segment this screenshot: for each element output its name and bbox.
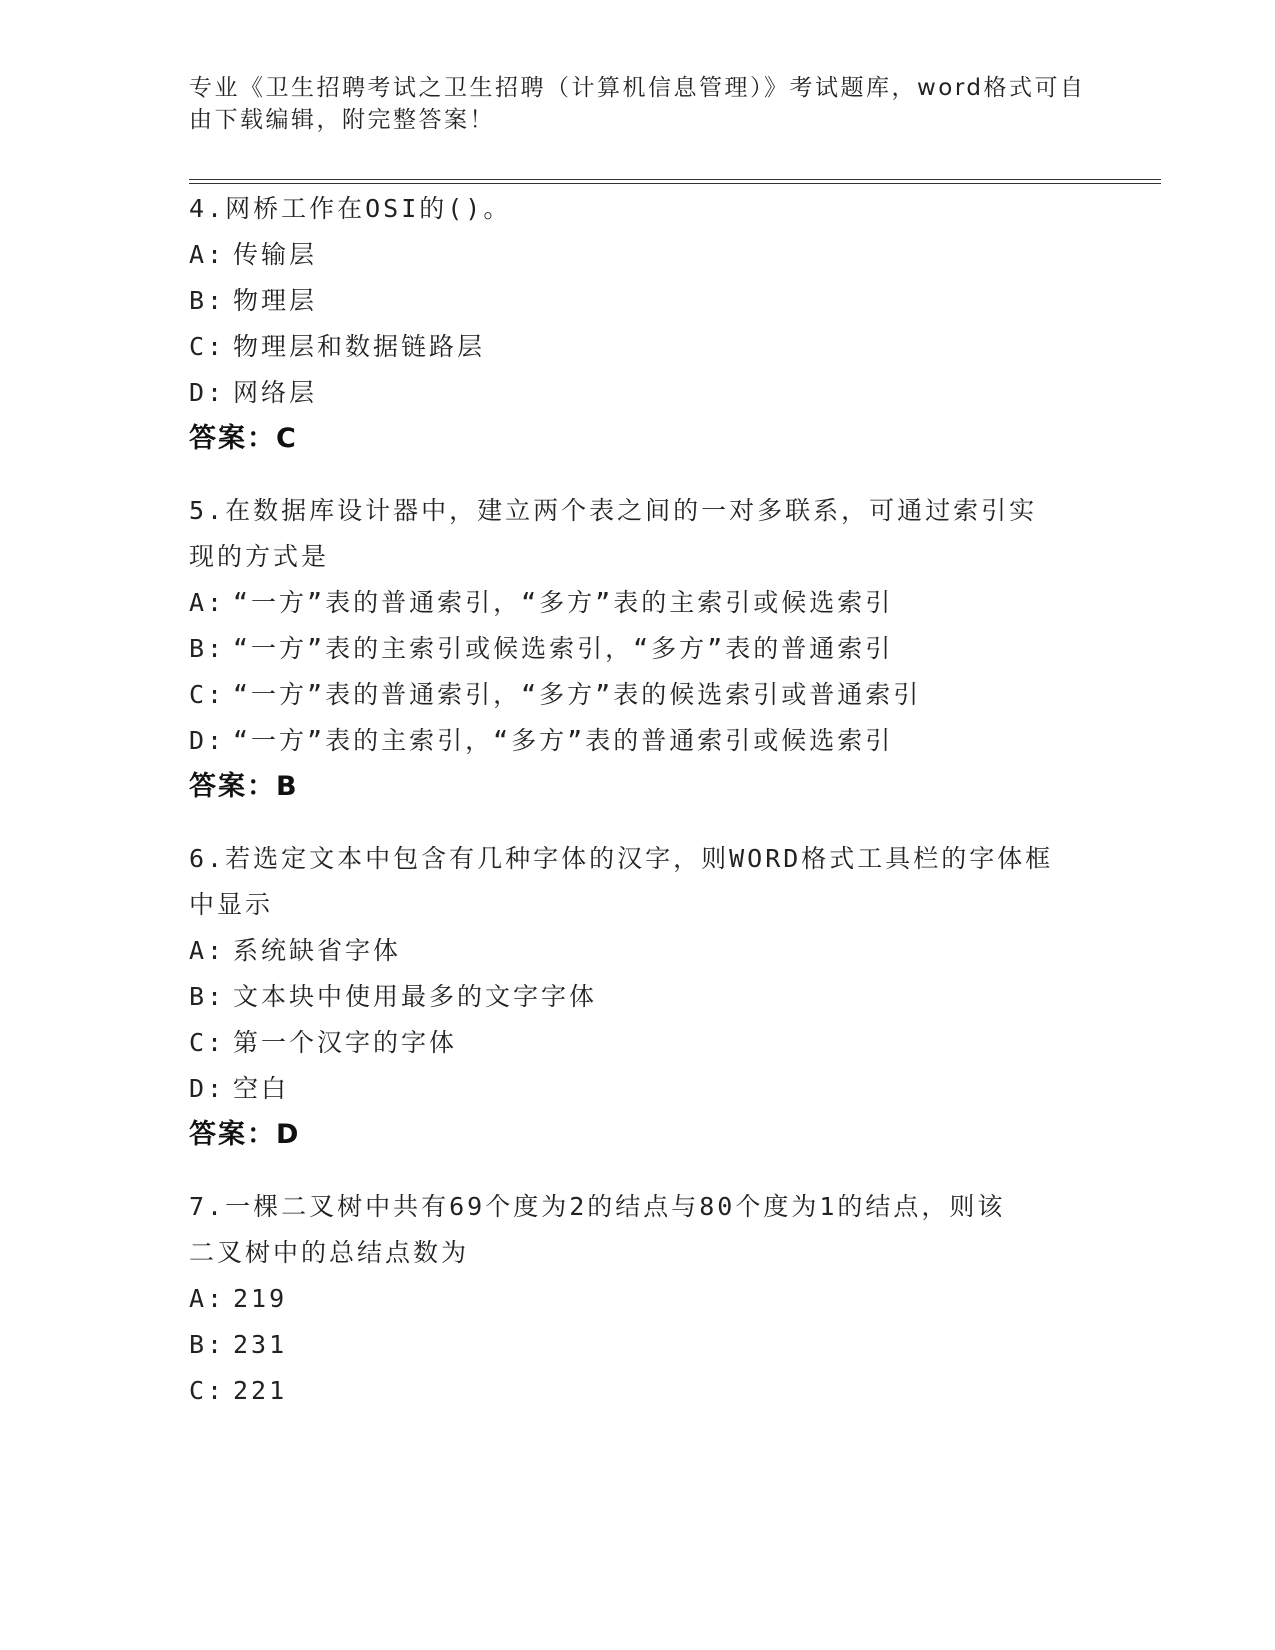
option-a [189, 232, 1089, 278]
question-stem: 4.网桥工作在OSI的()。 [189, 194, 512, 223]
option-b [189, 974, 1089, 1020]
option-label: B: [189, 1330, 226, 1359]
option-text: 221 [233, 1376, 288, 1405]
option-text: 空白 [233, 1074, 290, 1103]
option-a [189, 580, 1089, 626]
option-text: “一方”表的主索引或候选索引，“多方”表的普通索引 [233, 634, 894, 663]
option-text: 传输层 [233, 240, 318, 269]
option-c [189, 1020, 1089, 1066]
option-c [189, 324, 1089, 370]
option-label: C: [189, 332, 226, 361]
option-a [189, 1276, 1089, 1322]
option-a [189, 928, 1089, 974]
question-list [189, 186, 1089, 1440]
option-text: 物理层 [233, 286, 318, 315]
question-item [189, 186, 1089, 462]
option-label: D: [189, 1074, 226, 1103]
header-rule-bottom [189, 183, 1161, 184]
option-label: A: [189, 588, 226, 617]
option-c [189, 1368, 1089, 1414]
question-stem-line-1: 6.若选定文本中包含有几种字体的汉字，则WORD格式工具栏的字体框 [189, 844, 1054, 873]
option-label: B: [189, 634, 226, 663]
option-d [189, 718, 1089, 764]
header-line-1: 专业《卫生招聘考试之卫生招聘（计算机信息管理）》考试题库，word格式可自 [189, 75, 1086, 101]
question-item [189, 488, 1089, 810]
option-d [189, 370, 1089, 416]
option-text: 物理层和数据链路层 [233, 332, 486, 361]
question-stem-line-1: 5.在数据库设计器中，建立两个表之间的一对多联系，可通过索引实 [189, 496, 1038, 525]
option-b [189, 626, 1089, 672]
option-b [189, 1322, 1089, 1368]
question-item [189, 1184, 1089, 1414]
option-label: A: [189, 936, 226, 965]
answer-line: 答案：B [189, 771, 299, 802]
question-stem-line-2: 中显示 [189, 890, 274, 919]
question-stem-line-1: 7.一棵二叉树中共有69个度为2的结点与80个度为1的结点，则该 [189, 1192, 1006, 1221]
document-header [189, 72, 1089, 136]
option-label: B: [189, 286, 226, 315]
option-label: B: [189, 982, 226, 1011]
answer-line: 答案：C [189, 423, 298, 454]
option-label: C: [189, 1376, 226, 1405]
question-item [189, 836, 1089, 1158]
option-b [189, 278, 1089, 324]
option-label: C: [189, 1028, 226, 1057]
option-label: D: [189, 378, 226, 407]
option-text: “一方”表的普通索引，“多方”表的候选索引或普通索引 [233, 680, 922, 709]
option-text: “一方”表的主索引，“多方”表的普通索引或候选索引 [233, 726, 894, 755]
header-rule-top [189, 179, 1161, 180]
option-label: D: [189, 726, 226, 755]
option-text: 网络层 [233, 378, 318, 407]
option-text: 文本块中使用最多的文字字体 [233, 982, 598, 1011]
option-label: C: [189, 680, 226, 709]
option-text: 第一个汉字的字体 [233, 1028, 458, 1057]
option-d [189, 1066, 1089, 1112]
option-text: 219 [233, 1284, 288, 1313]
header-line-2: 由下载编辑，附完整答案！ [189, 107, 495, 133]
question-stem-line-2: 二叉树中的总结点数为 [189, 1238, 470, 1267]
option-c [189, 672, 1089, 718]
option-label: A: [189, 1284, 226, 1313]
question-stem-line-2: 现的方式是 [189, 542, 330, 571]
option-label: A: [189, 240, 226, 269]
answer-line: 答案：D [189, 1119, 301, 1150]
option-text: 231 [233, 1330, 288, 1359]
option-text: “一方”表的普通索引，“多方”表的主索引或候选索引 [233, 588, 894, 617]
option-text: 系统缺省字体 [233, 936, 402, 965]
